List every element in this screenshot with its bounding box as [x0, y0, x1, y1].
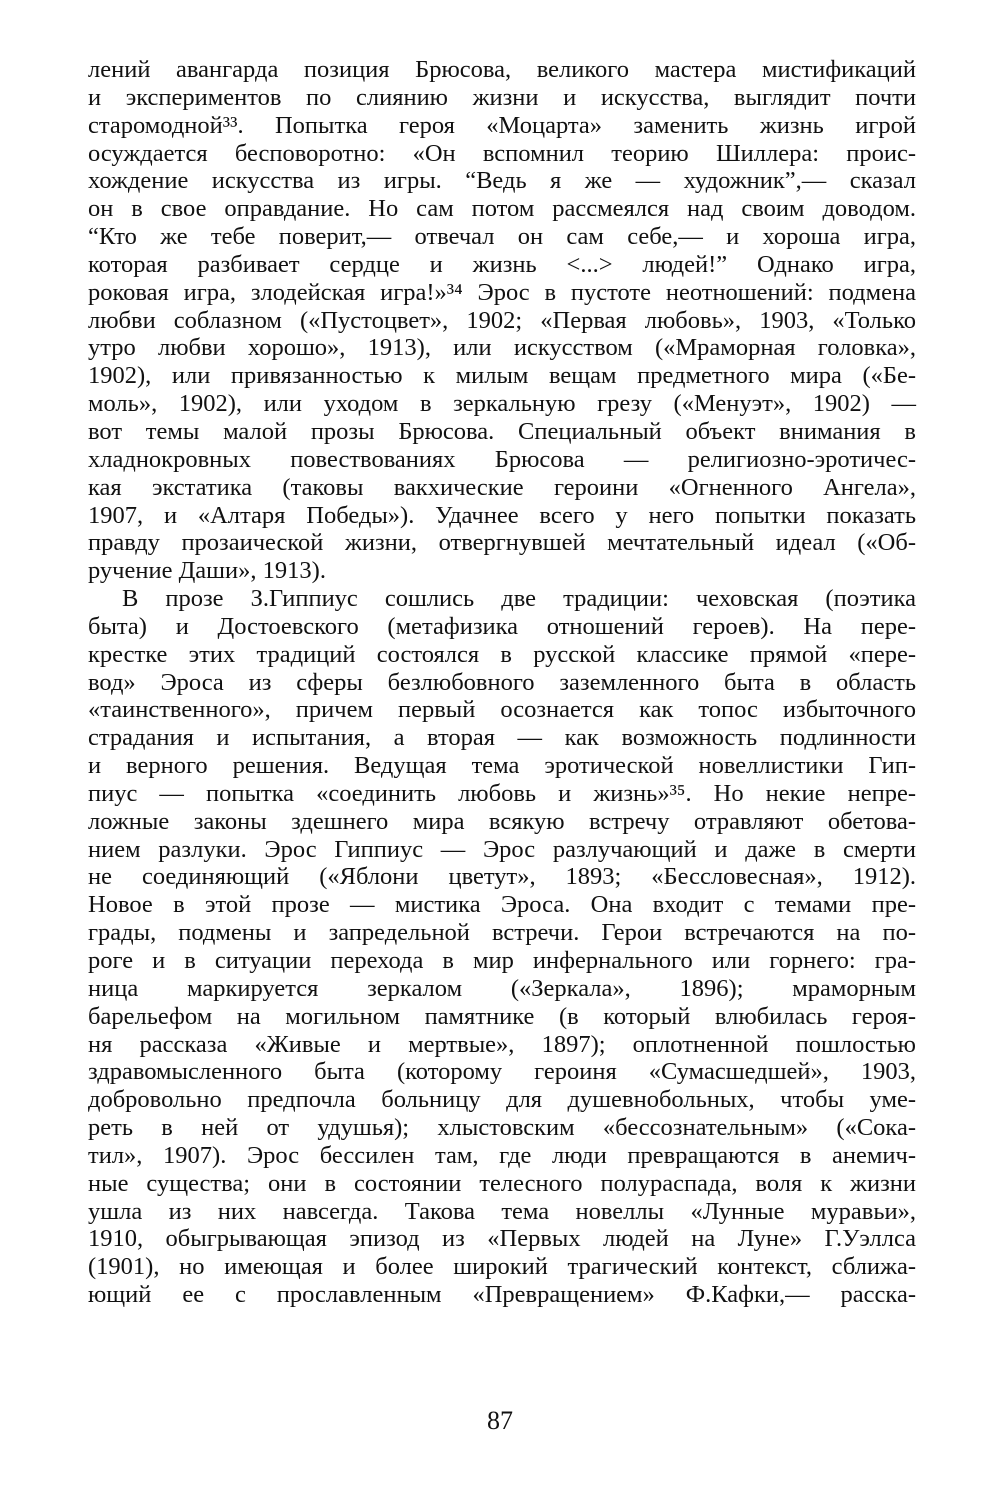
- text-line: которая разбивает сердце и жизнь <...> людей!” Однако игра,: [88, 250, 916, 278]
- text-line: страдания и испытания, а вторая — как возможность подлинности: [88, 724, 916, 752]
- text-line: кая экстатика (таковы вакхические героини «Огненного Ангела»,: [88, 473, 916, 501]
- text-line: 1907, и «Алтаря Победы»). Удачнее всего у него попытки показать: [88, 501, 916, 529]
- paragraph: [88, 56, 916, 585]
- text-line: вод» Эроса из сферы безлюбовного заземленного быта в область: [88, 668, 916, 696]
- text-line: ные существа; они в состоянии телесного полураспада, воля к жизни: [88, 1169, 916, 1197]
- text-line: грады, подмены и запредельной встречи. Герои встречаются на по-: [88, 919, 916, 947]
- text-line: утро любви хорошо», 1913), или искусством («Мраморная головка»,: [88, 334, 916, 362]
- page-number: 87: [487, 1406, 513, 1435]
- text-line: ручение Даши», 1913).: [88, 557, 326, 585]
- text-line: вот темы малой прозы Брюсова. Специальный объект внимания в: [88, 417, 916, 445]
- text-line: быта) и Достоевского (метафизика отношений героев). На пере-: [88, 612, 916, 640]
- text-line: крестке этих традиций состоялся в русской классике прямой «пере-: [88, 640, 916, 668]
- text-line: тил», 1907). Эрос бессилен там, где люди превращаются в анемич-: [88, 1141, 916, 1169]
- text-line: “Кто же тебе поверит,— отвечал он сам себе,— и хороша игра,: [88, 223, 916, 251]
- text-line: ложные законы здешнего мира всякую встречу отравляют обетова-: [88, 807, 916, 835]
- text-line: здравомысленного быта (которому героиня «Сумасшедшей», 1903,: [88, 1058, 916, 1086]
- text-line: барельефом на могильном памятнике (в который влюбилась героя-: [88, 1002, 916, 1030]
- text-line: В прозе З.Гиппиус сошлись две традиции: чеховская (поэтика: [122, 585, 916, 613]
- text-line: роге и в ситуации перехода в мир инфернального или горнего: гра-: [88, 947, 916, 974]
- paragraph: [88, 585, 916, 1309]
- text-line: реть в ней от удушья); хлыстовским «бессознательным» («Сока-: [88, 1114, 916, 1142]
- text-line: хождение искусства из игры. “Ведь я же — художник”,— сказал: [88, 167, 916, 195]
- text-line: осуждается бесповоротно: «Он вспомнил теорию Шиллера: проис-: [88, 139, 916, 167]
- text-line: нием разлуки. Эрос Гиппиус — Эрос разлучающий и даже в смерти: [88, 835, 916, 863]
- text-line: пиус — попытка «соединить любовь и жизнь»³⁵. Но некие непре-: [88, 779, 916, 807]
- text-line: моль», 1902), или уходом в зеркальную грезу («Менуэт», 1902) —: [88, 390, 916, 418]
- text-line: (1901), но имеющая и более широкий трагический контекст, сближа-: [88, 1253, 916, 1281]
- text-line: ушла из них навсегда. Такова тема новеллы «Лунные муравьи»,: [88, 1197, 916, 1225]
- text-line: 1910, обыгрывающая эпизод из «Первых людей на Луне» Г.Уэллса: [88, 1225, 916, 1253]
- text-line: ющий ее с прославленным «Превращением» Ф.Кафки,— расска-: [88, 1281, 916, 1309]
- page-body: [88, 56, 916, 1309]
- body-text: [88, 56, 916, 1309]
- text-line: «таинственного», причем первый осознается как топос избыточного: [88, 696, 916, 724]
- text-line: ня рассказа «Живые и мертвые», 1897); оплотненной пошлостью: [88, 1030, 916, 1058]
- text-line: 1902), или привязанностью к милым вещам предметного мира («Бе-: [88, 362, 916, 390]
- text-line: он в свое оправдание. Но сам потом рассмеялся над своим доводом.: [88, 195, 916, 223]
- text-line: роковая игра, злодейская игра!»³⁴ Эрос в пустоте неотношений: подмена: [88, 278, 916, 306]
- text-line: не соединяющий («Яблони цветут», 1893; «Бессловесная», 1912).: [88, 863, 916, 891]
- text-line: старомодной³³. Попытка героя «Моцарта» заменить жизнь игрой: [88, 111, 916, 139]
- text-line: ница маркируется зеркалом («Зеркала», 1896); мраморным: [88, 974, 916, 1002]
- text-line: хладнокровных повествованиях Брюсова — религиозно-эротичес-: [88, 445, 916, 473]
- text-line: добровольно предпочла больницу для душевнобольных, чтобы уме-: [88, 1086, 916, 1114]
- text-line: лений авангарда позиция Брюсова, великого мастера мистификаций: [88, 56, 916, 83]
- text-line: и верного решения. Ведущая тема эротической новеллистики Гип-: [88, 752, 916, 780]
- text-line: Новое в этой прозе — мистика Эроса. Она входит с темами пре-: [88, 891, 916, 919]
- text-line: и экспериментов по слиянию жизни и искусства, выглядит почти: [88, 83, 916, 111]
- text-line: правду прозаической жизни, отвергнувшей мечтательный идеал («Об-: [88, 529, 916, 557]
- text-line: любви соблазном («Пустоцвет», 1902; «Первая любовь», 1903, «Только: [88, 306, 916, 334]
